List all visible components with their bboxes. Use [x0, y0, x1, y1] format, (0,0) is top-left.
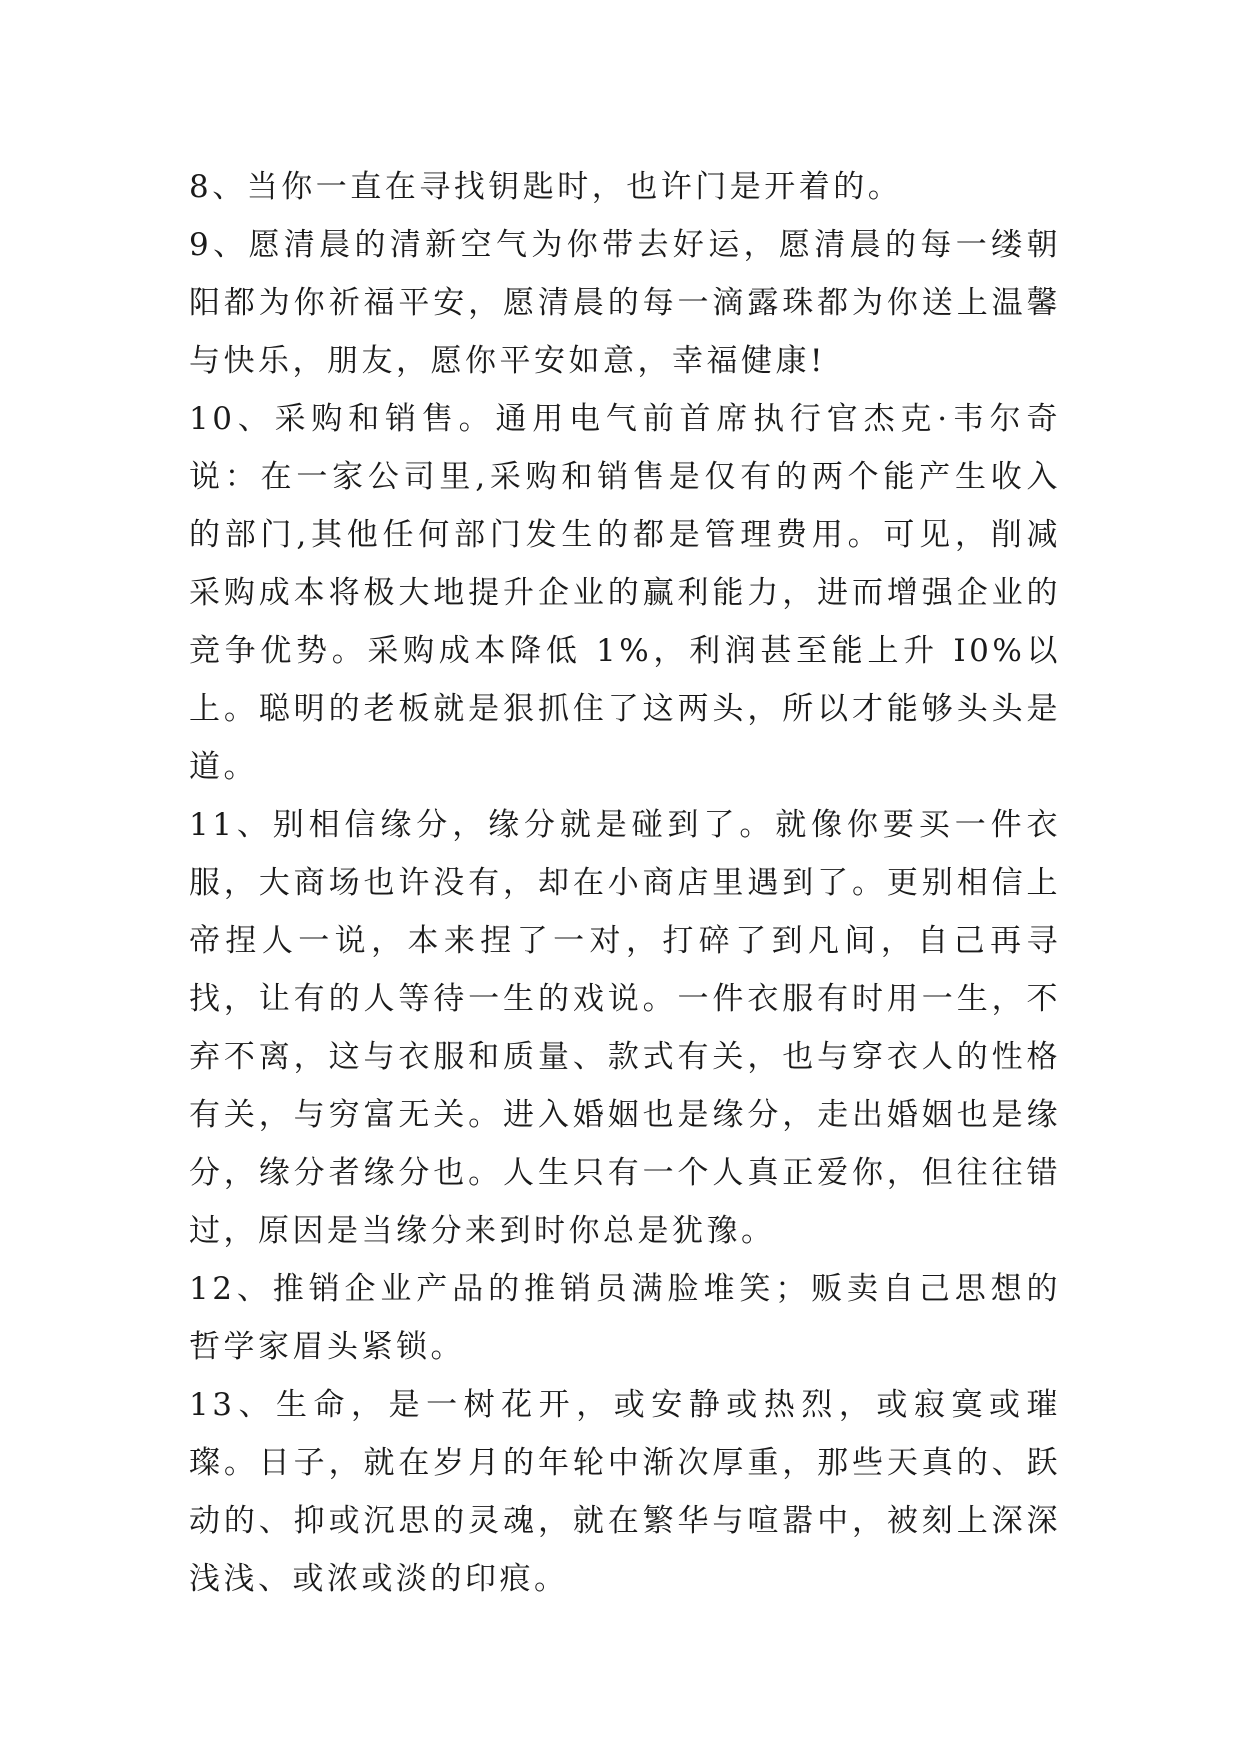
paragraph-11: 11、别相信缘分，缘分就是碰到了。就像你要买一件衣服，大商场也许没有，却在小商店里遇到了。更别相信上帝捏人一说，本来捏了一对，打碎了到凡间，自己再寻找，让有的人等待一生的戏说。一件衣服有时用一生，不弃不离，这与衣服和质量、款式有关，也与穿衣人的性格有关，与穷富无关。进入婚姻也是缘分，走出婚姻也是缘分，缘分者缘分也。人生只有一个人真正爱你，但往往错过，原因是当缘分来到时你总是犹豫。	[189, 807, 1061, 1249]
paragraph-8: 8、当你一直在寻找钥匙时，也许门是开着的。	[189, 169, 903, 205]
paragraph-10: 10、采购和销售。通用电气前首席执行官杰克·韦尔奇说：在一家公司里,采购和销售是仅有的两个能产生收入的部门,其他任何部门发生的都是管理费用。可见，削减采购成本将极大地提升企业的赢利能力，进而增强企业的竞争优势。采购成本降低 1%，利润甚至能上升 I0%以上。聪明的老板就是狠抓住了这两头，所以才能够头头是道。	[189, 401, 1061, 785]
paragraph-12: 12、推销企业产品的推销员满脸堆笑；贩卖自己思想的哲学家眉头紧锁。	[189, 1271, 1061, 1365]
paragraph-13: 13、生命，是一树花开，或安静或热烈，或寂寞或璀璨。日子，就在岁月的年轮中渐次厚重，那些天真的、跃动的、抑或沉思的灵魂，就在繁华与喧嚣中，被刻上深深浅浅、或浓或淡的印痕。	[189, 1387, 1061, 1597]
document-body	[189, 158, 1061, 1608]
paragraph-9: 9、愿清晨的清新空气为你带去好运，愿清晨的每一缕朝阳都为你祈福平安，愿清晨的每一滴露珠都为你送上温馨与快乐，朋友，愿你平安如意，幸福健康!	[189, 227, 1061, 379]
